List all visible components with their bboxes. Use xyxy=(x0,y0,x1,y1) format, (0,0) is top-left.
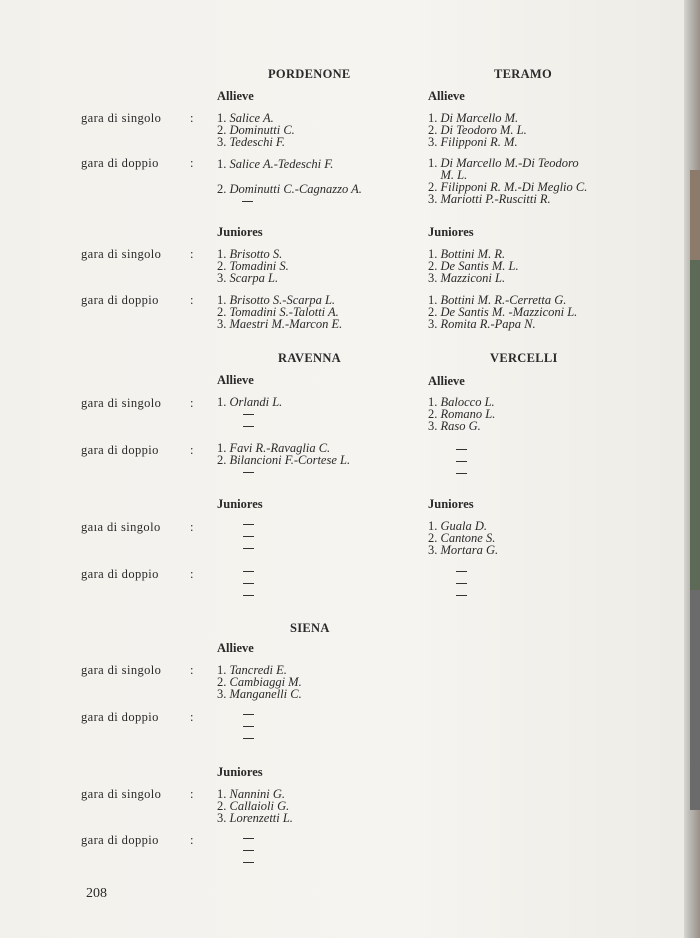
label-doppio: gara di doppio xyxy=(81,567,159,581)
list-item: 2. Cambiaggi M. xyxy=(217,675,302,689)
list-item: 3. Filipponi R. M. xyxy=(428,135,518,149)
label-singolo: gara di singolo xyxy=(81,787,162,801)
city-heading-siena: SIENA xyxy=(290,621,330,635)
list-item: 3. Scarpa L. xyxy=(217,271,279,285)
label-doppio: gara di doppio xyxy=(81,293,159,307)
list-item: 1. Bottini M. R. xyxy=(428,247,506,261)
label-singolo: gara di singolo xyxy=(81,396,162,410)
list-item: 1. Bottini M. R.-Cerretta G. xyxy=(428,293,567,307)
label-colon: : xyxy=(190,443,194,457)
pordenone-juniores-singolo xyxy=(217,248,289,284)
category-allieve: Allieve xyxy=(217,641,254,655)
label-doppio: gara di doppio xyxy=(81,710,159,724)
pordenone-allieve-doppio-1 xyxy=(217,158,333,170)
list-item: 2. Callaioli G. xyxy=(217,799,290,813)
list-item: 3. Lorenzetti L. xyxy=(217,811,293,825)
pordenone-juniores-doppio xyxy=(217,294,342,330)
empty-placeholder xyxy=(455,443,469,479)
city-heading-ravenna: RAVENNA xyxy=(278,351,341,365)
list-item: 3. Mazziconi L. xyxy=(428,271,506,285)
list-item: 1. Guala D. xyxy=(428,519,488,533)
label-singolo: gaıa di singolo xyxy=(81,520,161,534)
list-item: 2. Tomadini S. xyxy=(217,259,289,273)
teramo-allieve-doppio xyxy=(428,157,587,205)
label-singolo: gara di singolo xyxy=(81,663,162,677)
list-item: 3. Raso G. xyxy=(428,419,481,433)
list-item: 3. Tedeschi F. xyxy=(217,135,286,149)
list-item: 2. Dominutti C. xyxy=(217,123,295,137)
list-item: 2. De Santis M. L. xyxy=(428,259,519,273)
list-item: 3. Mariotti P.-Ruscitti R. xyxy=(428,192,551,206)
ravenna-allieve-singolo xyxy=(217,396,282,408)
page-number: 208 xyxy=(86,886,107,901)
empty-placeholder xyxy=(242,408,256,432)
category-juniores: Juniores xyxy=(217,225,263,239)
city-heading-pordenone: PORDENONE xyxy=(268,67,351,81)
list-item: 2. De Santis M. -Mazziconi L. xyxy=(428,305,578,319)
list-item: 1. Orlandi L. xyxy=(217,395,283,409)
teramo-juniores-singolo xyxy=(428,248,519,284)
list-item: M. L. xyxy=(440,168,468,182)
list-item: 1. Favi R.-Ravaglia C. xyxy=(217,441,331,455)
label-colon: : xyxy=(190,396,194,410)
ravenna-allieve-doppio xyxy=(217,442,350,466)
label-singolo: gara di singolo xyxy=(81,247,162,261)
siena-allieve-singolo xyxy=(217,664,302,700)
list-item: 1. Tancredi E. xyxy=(217,663,287,677)
list-item: 1. Brisotto S. xyxy=(217,247,283,261)
list-item: 1. Brisotto S.-Scarpa L. xyxy=(217,293,336,307)
list-item: 2. Di Teodoro M. L. xyxy=(428,123,527,137)
empty-placeholder xyxy=(455,565,469,601)
category-juniores: Juniores xyxy=(217,497,263,511)
empty-placeholder xyxy=(242,565,256,601)
pordenone-allieve-singolo xyxy=(217,112,295,148)
label-singolo: gara di singolo xyxy=(81,111,162,125)
category-juniores: Juniores xyxy=(428,497,474,511)
list-item: 2. Bilancioni F.-Cortese L. xyxy=(217,453,351,467)
empty-placeholder xyxy=(242,518,256,554)
empty-placeholder xyxy=(242,466,256,478)
empty-placeholder xyxy=(242,708,256,744)
empty-placeholder xyxy=(242,832,256,868)
list-item: 1. Salice A. xyxy=(217,111,274,125)
list-item: 2. Cantone S. xyxy=(428,531,496,545)
label-colon: : xyxy=(190,663,194,677)
category-allieve: Allieve xyxy=(428,374,465,388)
teramo-allieve-singolo xyxy=(428,112,527,148)
page-edge xyxy=(684,0,700,938)
list-item: 3. Manganelli C. xyxy=(217,687,302,701)
siena-juniores-singolo xyxy=(217,788,293,824)
list-item: 2. Tomadini S.-Talotti A. xyxy=(217,305,339,319)
list-item: 3. Mortara G. xyxy=(428,543,499,557)
category-allieve: Allieve xyxy=(428,89,465,103)
city-heading-vercelli: VERCELLI xyxy=(490,351,558,365)
list-item: 2. Filipponi R. M.-Di Meglio C. xyxy=(428,180,588,194)
list-item: 1. Nannini G. xyxy=(217,787,286,801)
list-item: 2. Dominutti C.-Cagnazzo A. xyxy=(217,182,362,196)
list-item: 2. Romano L. xyxy=(428,407,496,421)
category-juniores: Juniores xyxy=(217,765,263,779)
list-item: 1. Di Marcello M. xyxy=(428,111,519,125)
label-doppio: gara di doppio xyxy=(81,443,159,457)
label-colon: : xyxy=(190,833,194,847)
category-allieve: Allieve xyxy=(217,373,254,387)
category-juniores: Juniores xyxy=(428,225,474,239)
label-colon: : xyxy=(190,787,194,801)
teramo-juniores-doppio xyxy=(428,294,577,330)
empty-placeholder xyxy=(241,195,255,207)
label-colon: : xyxy=(190,710,194,724)
pordenone-allieve-doppio-2 xyxy=(217,183,362,195)
vercelli-allieve-singolo xyxy=(428,396,495,432)
label-colon: : xyxy=(190,520,194,534)
category-allieve: Allieve xyxy=(217,89,254,103)
vercelli-juniores-singolo xyxy=(428,520,498,556)
list-item: 3. Romita R.-Papa N. xyxy=(428,317,536,331)
label-colon: : xyxy=(190,247,194,261)
label-doppio: gara di doppio xyxy=(81,156,159,170)
label-colon: : xyxy=(190,293,194,307)
city-heading-teramo: TERAMO xyxy=(494,67,553,81)
label-colon: : xyxy=(190,111,194,125)
list-item: 1. Salice A.-Tedeschi F. xyxy=(217,157,334,171)
list-item: 1. Di Marcello M.-Di Teodoro xyxy=(428,156,579,170)
label-colon: : xyxy=(190,567,194,581)
list-item: 3. Maestri M.-Marcon E. xyxy=(217,317,343,331)
list-item: 1. Balocco L. xyxy=(428,395,495,409)
label-doppio: gara di doppio xyxy=(81,833,159,847)
label-colon: : xyxy=(190,156,194,170)
